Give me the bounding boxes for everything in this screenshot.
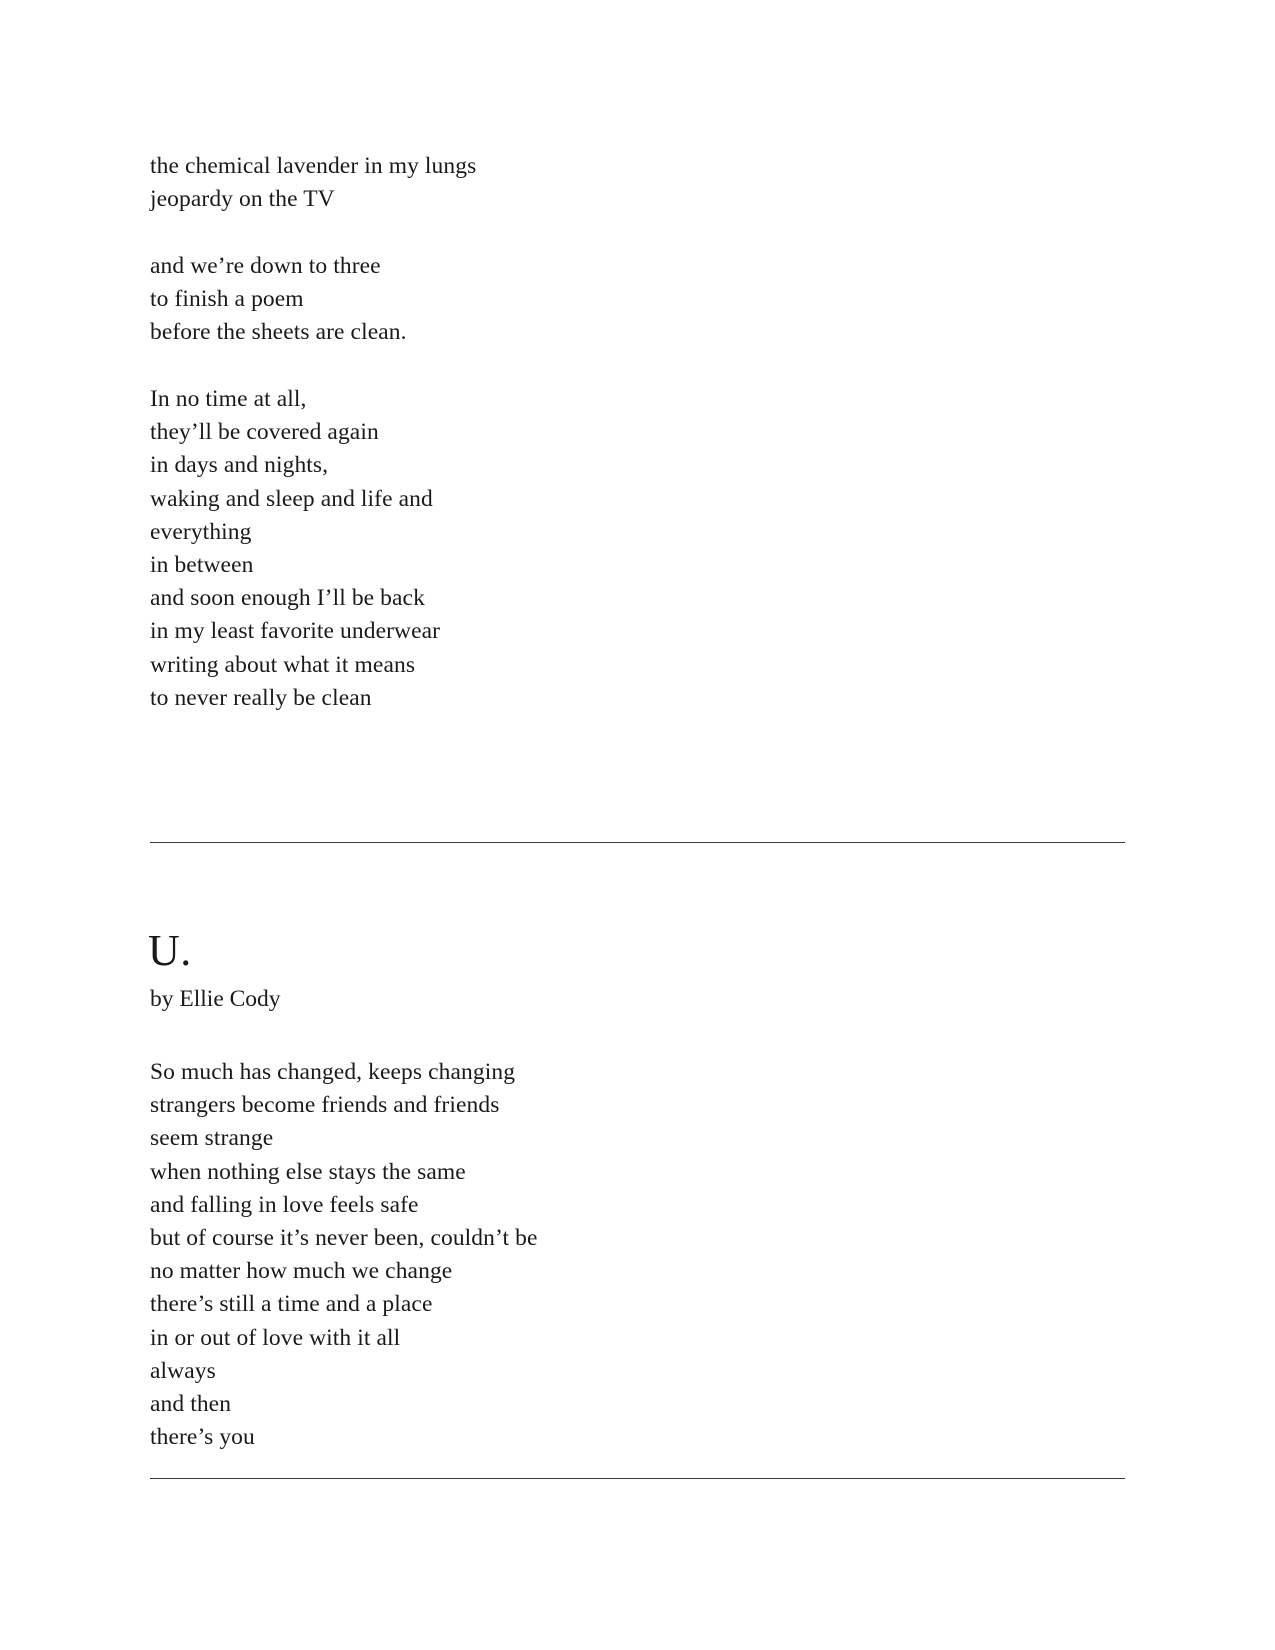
poem-line: everything	[150, 518, 252, 545]
poem-line: In no time at all,	[150, 386, 307, 412]
poem-line: when nothing else stays the same	[150, 1158, 466, 1185]
previous-poem-stanza-1	[150, 150, 476, 216]
poem-line: jeopardy on the TV	[150, 186, 335, 213]
poem-line: they’ll be covered again	[150, 419, 379, 446]
poem-line: in between	[150, 552, 254, 579]
poem-line: there’s you	[150, 1424, 255, 1451]
poem-line: and soon enough I’ll be back	[150, 585, 425, 612]
poem-line: and then	[150, 1391, 232, 1418]
poem-line: waking and sleep and life and	[150, 485, 433, 512]
poem-line: and we’re down to three	[150, 253, 381, 279]
poem-byline: by Ellie Cody	[150, 986, 281, 1012]
poem-line: writing about what it means	[150, 651, 416, 678]
poem-line: to never really be clean	[150, 684, 372, 711]
poem-line: in my least favorite underwear	[150, 618, 441, 645]
poem-line: to finish a poem	[150, 286, 304, 313]
section-divider	[150, 1478, 1125, 1479]
poem-line: the chemical lavender in my lungs	[150, 153, 477, 179]
poem-line: So much has changed, keeps changing	[150, 1059, 516, 1085]
previous-poem-stanza-3	[150, 383, 440, 715]
poem-line: always	[150, 1357, 216, 1384]
poem-line: but of course it’s never been, couldn’t be	[150, 1225, 538, 1252]
poem-line: and falling in love feels safe	[150, 1191, 419, 1218]
poem-line: no matter how much we change	[150, 1258, 453, 1285]
poem-title: U.	[148, 926, 192, 975]
poem-line: strangers become friends and friends	[150, 1092, 500, 1119]
poem-line: in or out of love with it all	[150, 1324, 401, 1351]
poem-line: there’s still a time and a place	[150, 1291, 433, 1318]
poem-line: before the sheets are clean.	[150, 319, 407, 346]
previous-poem-stanza-2	[150, 250, 407, 350]
poem-u-body	[150, 1056, 538, 1454]
poem-line: in days and nights,	[150, 452, 329, 479]
poem-line: seem strange	[150, 1125, 274, 1152]
section-divider	[150, 842, 1125, 843]
